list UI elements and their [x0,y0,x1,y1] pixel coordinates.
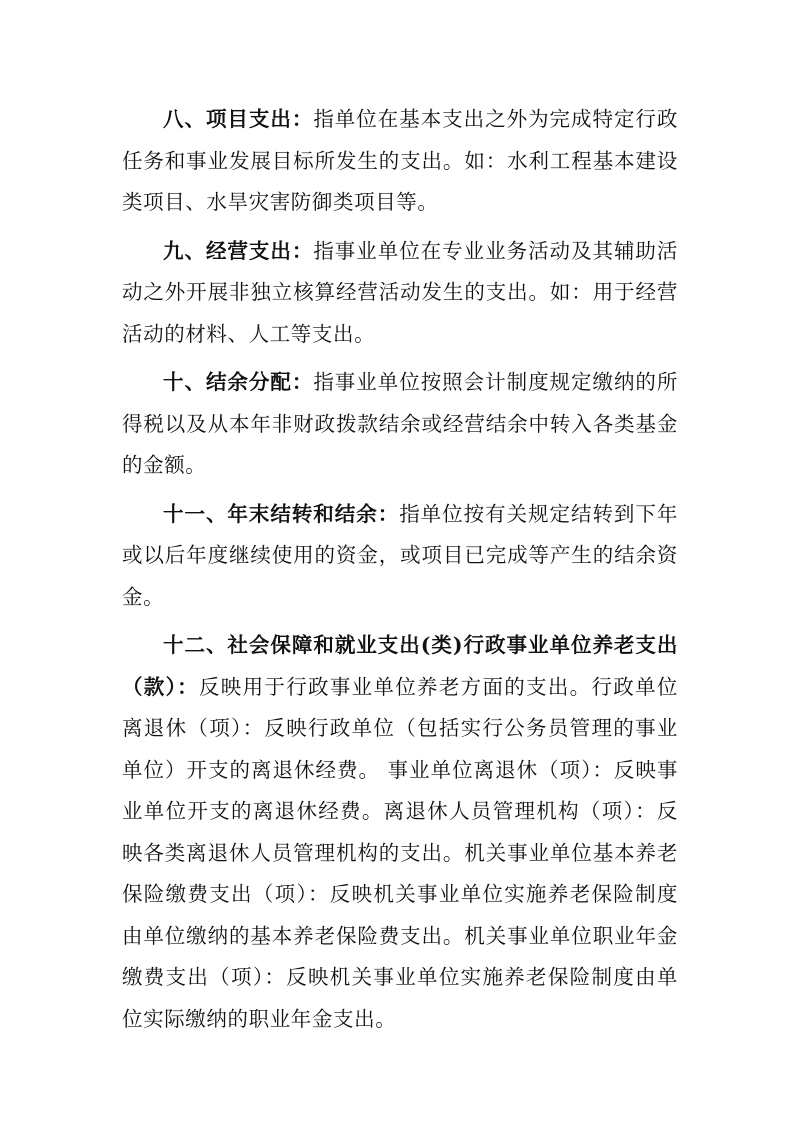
section-project-expenditure [122,99,678,224]
section-heading: 九、经营支出： [163,238,314,263]
section-surplus-distribution [122,362,678,487]
section-heading: 十、结余分配： [163,370,314,394]
section-heading: 八、项目支出： [163,107,314,131]
section-text: 指事业单位按照会计制度规定缴纳的所得税以及从本年非财政拨款结余或经营结余中转入各类基金的金额。 [122,370,679,477]
section-text: 反映用于行政事业单位养老方面的支出。行政单位离退休（项）：反映行政单位（包括实行公务员管理的事业单位）开支的离退休经费。 事业单位离退休（项）：反映事业单位开支的离退休经费。离退休人员管理机构（项）：反映各类离退休人员管理机构的支出。机关事业单位基本养老保险缴费支出（项）：反映机关事业单位实施养老保险制度由单位缴纳的基本养老保险费支出。机关事业单位职业年金缴费支出（项）：反映机关事业单位实施养老保险制度由单位实际缴纳的职业年金支出。 [122,674,679,1031]
section-text: 指单位在基本支出之外为完成特定行政任务和事业发展目标所发生的支出。如：水利工程基本建设类项目、水旱灾害防御类项目等。 [122,107,679,214]
section-text: 指事业单位在专业业务活动及其辅助活动之外开展非独立核算经营活动发生的支出。如：用于经营活动的材料、人工等支出。 [122,238,679,346]
section-heading: 十二、社会保障和就业支出(类)行政事业单位养老支出（款）： [122,633,678,699]
section-operating-expenditure [122,231,678,356]
section-text: 指单位按有关规定结转到下年或以后年度继续使用的资金，或项目已完成等产生的结余资金。 [122,501,678,609]
document-body [122,99,678,1040]
section-heading: 十一、年末结转和结余： [163,501,400,526]
section-social-security-pension [122,625,678,1040]
section-year-end-carryover [122,494,678,619]
